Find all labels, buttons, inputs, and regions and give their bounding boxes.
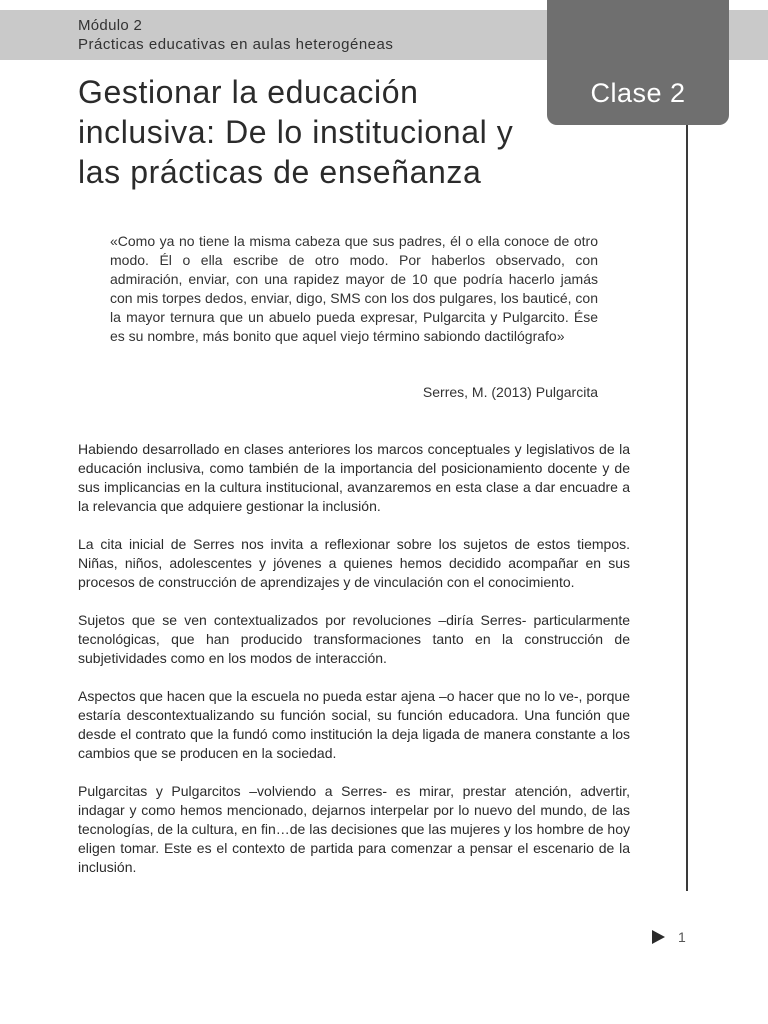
paragraph: Aspectos que hacen que la escuela no pueda estar ajena –o hacer que no lo ve-, porque estaría descontextualizando su función social, su función educadora. Una función que desde el contrato que la fundó como institución la deja ligada de manera constante a los cambios que se producen en la sociedad. [78,688,630,761]
body-text [78,440,630,896]
play-arrow-icon [652,930,665,944]
module-label: Módulo 2 [78,17,143,34]
epigraph-quote: «Como ya no tiene la misma cabeza que sus padres, él o ella conoce de otro modo. Él o ella escribe de otro modo. Por haberlos observado, con admiración, enviar, con una rapidez mayor de 10 que podría hacerlo jamás con mis torpes dedos, enviar, digo, SMS con los dos pulgares, los bauticé, con la mayor ternura que un abuelo pueda expresar, Pulgarcita y Pulgarcito. Ése es su nombre, más bonito que aquel viejo término sabiondo dactilógrafo» [110,233,598,344]
margin-rule [686,125,688,891]
page-title: Gestionar la educación inclusiva: De lo institucional y las prácticas de enseñanza [78,74,514,190]
paragraph: Sujetos que se ven contextualizados por revoluciones –diría Serres- particularmente tecnológicas, que han producido transformaciones tanto en la construcción de subjetividades como en los modos de interacción. [78,612,630,666]
module-subtitle: Prácticas educativas en aulas heterogéneas [78,36,394,53]
paragraph: La cita inicial de Serres nos invita a reflexionar sobre los sujetos de estos tiempos. Niñas, niños, adolescentes y jóvenes a quienes hemos decidido acompañar en sus procesos de construcción de aprendizajes y de vinculación con el conocimiento. [78,536,630,590]
class-tab [547,0,729,125]
paragraph: Pulgarcitas y Pulgarcitos –volviendo a Serres- es mirar, prestar atención, advertir, indagar y como hemos mencionado, dejarnos interpelar por lo nuevo del mundo, de las tecnologías, de la cultura, en fin…de las decisiones que las mujeres y los hombre de hoy eligen tomar. Este es el contexto de partida para comenzar a pensar el escenario de la inclusión. [78,783,630,875]
quote-citation: Serres, M. (2013) Pulgarcita [422,384,598,400]
paragraph: Habiendo desarrollado en clases anteriores los marcos conceptuales y legislativos de la educación inclusiva, como también de la importancia del posicionamiento docente y de sus implicancias en la cultura institucional, avanzaremos en esta clase a dar encuadre a la relevancia que adquiere gestionar la inclusión. [78,441,630,514]
page-number: 1 [678,929,686,945]
class-tab-label: Clase 2 [590,78,686,108]
